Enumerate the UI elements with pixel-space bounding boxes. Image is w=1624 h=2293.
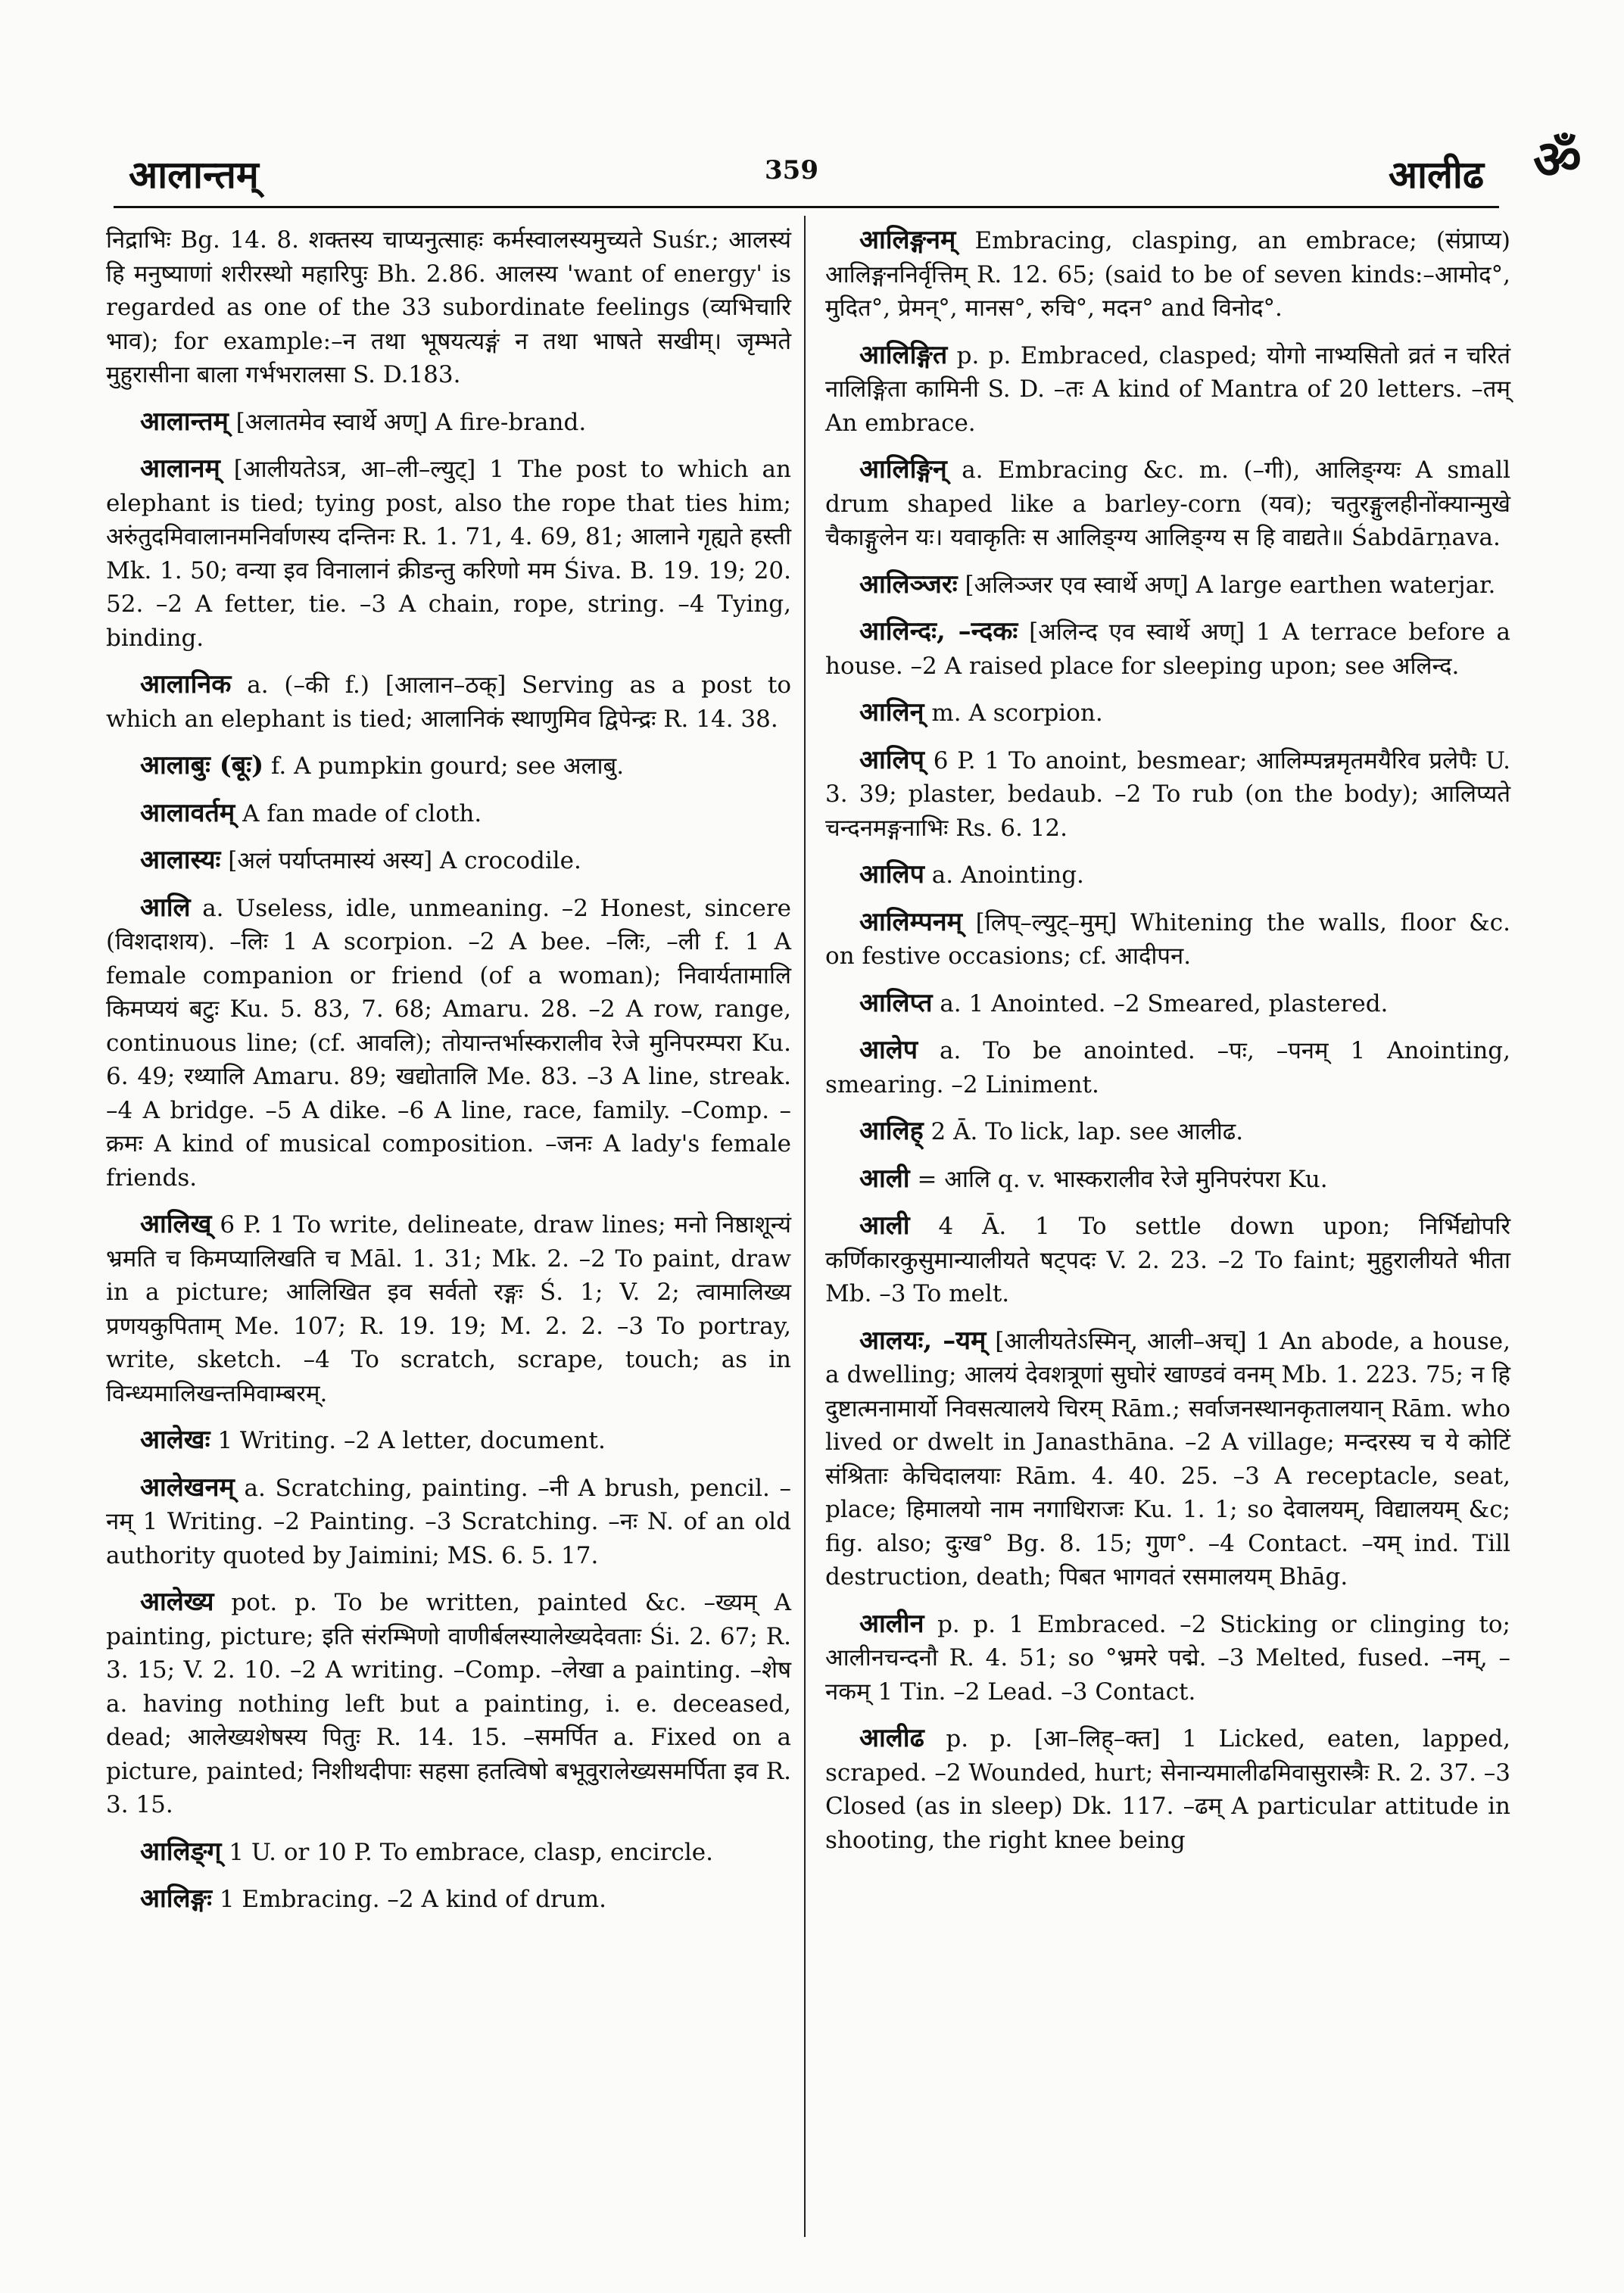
dictionary-entry xyxy=(106,1835,791,1870)
entry-text: a. To be anointed. –पः, –पनम् 1 Anointing, smearing. –2 Liniment. xyxy=(825,1037,1510,1098)
entry-headword: आलिह् xyxy=(859,1116,924,1146)
dictionary-entry xyxy=(825,986,1510,1021)
dictionary-entry xyxy=(825,453,1510,555)
entry-headword: आलेखनम् xyxy=(140,1472,235,1503)
dictionary-entry xyxy=(106,1882,791,1917)
entry-text: a. (–की f.) [आलान–ठक्] Serving as a post to which an elephant is tied; आलानिकं स्थाणुमिव द्विपेन्द्रः R. 14. 38. xyxy=(106,671,791,733)
entry-headword: आलास्यः xyxy=(140,845,221,875)
header-rule xyxy=(114,206,1499,208)
dictionary-entry xyxy=(825,1209,1510,1311)
running-headword-right: आलीढ xyxy=(1388,152,1484,197)
entry-text: [अलातमेव स्वार्थे अण्] A fire-brand. xyxy=(235,408,587,436)
page-number: 359 xyxy=(765,155,818,185)
right-column xyxy=(825,223,1510,1870)
entry-headword: आलेखः xyxy=(140,1425,210,1455)
entry-headword: आलिञ्जरः xyxy=(859,569,958,600)
entry-headword: आलिप् xyxy=(859,744,924,775)
dictionary-entry xyxy=(825,1114,1510,1149)
entry-headword: आली xyxy=(859,1163,910,1194)
entry-text: [अलिञ्जर एव स्वार्थे अण्] A large earthen waterjar. xyxy=(965,571,1496,599)
entry-headword: आलाबुः (बूः) xyxy=(140,750,264,780)
dictionary-entry xyxy=(106,843,791,878)
entry-headword: आलीन xyxy=(859,1608,924,1639)
entry-text: 6 P. 1 To anoint, besmear; आलिम्पन्नमृतमयैरिव प्रलेपैः U. 3. 39; plaster, bedaub. –2 To rub (on the body); आलिप्यते चन्दनमङ्गनाभिः Rs. 6. 12. xyxy=(825,746,1510,842)
entry-text: a. Useless, idle, unmeaning. –2 Honest, sincere (विशदाशय). –लिः 1 A scorpion. –2 A bee. –लिः, –ली f. 1 A female companion or friend (of a woman); निवार्यतामालि किमप्ययं बटुः Ku. 5. 83, 7. 68; Amaru. 28. –2 A row, range, continuous line; (cf. आवलि); तोयान्तर्भास्करालीव रेजे मुनिपरम्परा Ku. 6. 49; रथ्यालि Amaru. 89; खद्योतालि Me. 83. –3 A line, streak. –4 A bridge. –5 A dike. –6 A line, race, family. –Comp. –क्रमः A kind of musical composition. –जनः A lady's female friends. xyxy=(106,894,791,1192)
dictionary-entry xyxy=(825,1721,1510,1857)
entry-text: 1 Embracing. –2 A kind of drum. xyxy=(219,1886,606,1913)
entry-headword: आलिप्त xyxy=(859,987,933,1018)
entry-text: [लिप्–ल्युट्–मुम्] Whitening the walls, floor &c. on festive occasions; cf. आदीपन. xyxy=(825,908,1510,970)
dictionary-entry xyxy=(825,858,1510,893)
entry-headword: आलयः, –यम् xyxy=(859,1325,987,1356)
entry-text: a. Scratching, painting. –नी A brush, pencil. –नम् 1 Writing. –2 Painting. –3 Scratching. –नः N. of an old authority quoted by Jaimini; MS. 6. 5. 17. xyxy=(106,1474,792,1569)
entry-text: 1 Writing. –2 A letter, document. xyxy=(217,1427,606,1454)
entry-text: a. 1 Anointed. –2 Smeared, plastered. xyxy=(940,989,1389,1017)
entry-text: pot. p. To be written, painted &c. –ख्यम् A painting, picture; इति संरम्भिणो वाणीर्बलस्यालेख्यदेवताः Śi. 2. 67; R. 3. 15; V. 2. 10. –2 A writing. –Comp. –लेखा a painting. –शेष a. having nothing left but a painting, i. e. deceased, dead; आलेख्यशेषस्य पितुः R. 14. 15. –समर्पित a. Fixed on a picture, painted; निशीथदीपाः सहसा हतत्विषो बभूवुरालेख्यसमर्पिता इव R. 3. 15. xyxy=(106,1589,791,1818)
dictionary-entry xyxy=(825,1033,1510,1101)
page-header xyxy=(114,132,1499,208)
dictionary-entry xyxy=(825,1324,1510,1594)
dictionary-entry xyxy=(106,452,791,655)
entry-headword: आलानिक xyxy=(140,669,232,699)
entry-text: m. A scorpion. xyxy=(931,699,1103,727)
dictionary-entry xyxy=(106,668,791,736)
dictionary-entry xyxy=(825,338,1510,441)
entry-text: 1 U. or 10 P. To embrace, clasp, encircle. xyxy=(229,1838,713,1866)
entry-text: p. p. Embraced, clasped; योगो नाभ्यसितो व्रतं न चरितं नालिङ्गिता कामिनी S. D. –तः A kind of Mantra of 20 letters. –तम् An embrace. xyxy=(825,341,1510,437)
dictionary-entry xyxy=(825,1162,1510,1197)
dictionary-entry xyxy=(106,796,791,831)
dictionary-entry xyxy=(825,1607,1510,1709)
running-headword-left: आलान्तम् xyxy=(129,152,259,197)
entry-text: a. Anointing. xyxy=(931,861,1084,889)
dictionary-entry xyxy=(106,1585,791,1822)
entry-headword: आलावर्तम् xyxy=(140,797,235,828)
entry-text: Embracing, clasping, an embrace; (संप्राप्य) आलिङ्गननिर्वृत्तिम् R. 12. 65; (said to be of seven kinds:–आमोद°, मुदित°, प्रेमन्°, मानस°, रुचि°, मदन° and विनोद°. xyxy=(825,227,1510,322)
entry-headword: आलिङ्गनम् xyxy=(859,225,956,255)
entry-text: f. A pumpkin gourd; see अलाबु. xyxy=(271,752,625,780)
dictionary-entry: निद्राभिः Bg. 14. 8. शक्तस्य चाप्यनुत्साहः कर्मस्वालस्यमुच्यते Suśr.; आलस्यं हि मनुष्याणां शरीरस्थो महारिपुः Bh. 2.86. आलस्य 'want of energy' is regarded as one of the 33 subordinate feelings (व्यभिचारि भाव); for example:–न तथा भूषयत्यङ्गं न तथा भाषते सखीम्। जृम्भते मुहुरासीना बाला गर्भभरालसा S. D.183. xyxy=(106,226,791,388)
dictionary-entry xyxy=(106,1207,791,1410)
entry-text: a. Embracing &c. m. (–गी), आलिङ्ग्यः A small drum shaped like a barley-corn (यव); चतुरङ्गुलहीनोंक्यान्मुखे चैकाङ्गुलेन यः। यवाकृतिः स आलिङ्ग्य आलिङ्ग्य स हि वाद्यते॥ Śabdārṇava. xyxy=(825,456,1510,551)
entry-headword: आलिङ्गित xyxy=(859,339,948,370)
entry-text: [आलीयतेऽस्मिन्, आली–अच्] 1 An abode, a house, a dwelling; आलयं देवशत्रूणां सुघोरं खाण्डवं वनम् Mb. 1. 223. 75; न हि दुष्टात्मनामार्यो निवसत्यालये चिरम् Rām.; सर्वाजनस्थानकृतालयान् Rām. who lived or dwelt in Janasthāna. –2 A village; मन्दरस्य च ये कोटिं संश्रिताः केचिदालयाः Rām. 4. 40. 25. –3 A receptacle, seat, place; हिमालयो नाम नगाधिराजः Ku. 1. 1; so देवालयम्, विद्यालयम् &c; fig. also; दुःख° Bg. 8. 15; गुण°. –4 Contact. –यम् ind. Till destruction, death; पिबत भागवतं रसमालयम् Bhāg. xyxy=(825,1327,1510,1590)
entry-text: = आलि q. v. भास्करालीव रेजे मुनिपरंपरा Ku. xyxy=(917,1165,1328,1193)
entry-headword: आलिन्दः, –न्दकः xyxy=(859,616,1018,646)
entry-text: p. p. 1 Embraced. –2 Sticking or clinging to; आलीनचन्दनौ R. 4. 51; so °भ्रमरे पद्मे. –3 Melted, fused. –नम्, –नकम् 1 Tin. –2 Lead. –3 Contact. xyxy=(825,1610,1510,1706)
column-divider xyxy=(804,216,806,2237)
entry-text: A fan made of cloth. xyxy=(242,799,482,827)
entry-headword: आलान्तम् xyxy=(140,406,229,437)
entry-text: [अलिन्द एव स्वार्थे अण्] 1 A terrace before a house. –2 A raised place for sleeping upon; see अलिन्द. xyxy=(825,618,1511,680)
entry-headword: आलानम् xyxy=(140,453,220,484)
dictionary-entry xyxy=(825,223,1510,326)
entry-headword: आलिङ्ग् xyxy=(140,1836,222,1867)
entry-text: [आलीयतेऽत्र, आ–ली–ल्युट्] 1 The post to which an elephant is tied; tying post, also the rope that ties him; अरुंतुदमिवालानमनिर्वाणस्य दन्तिनः R. 1. 71, 4. 69, 81; आलाने गृह्यते हस्ती Mk. 1. 50; वन्या इव विनालानं क्रीडन्तु करिणो मम Śiva. B. 19. 19; 20. 52. –2 A fetter, tie. –3 A chain, rope, string. –4 Tying, binding. xyxy=(106,456,791,652)
entry-text: [अलं पर्याप्तमास्यं अस्य] A crocodile. xyxy=(228,847,581,874)
dictionary-entry xyxy=(106,1471,791,1573)
entry-headword: आलिङ्गिन् xyxy=(859,454,947,484)
entry-headword: आलिङ्गः xyxy=(140,1883,212,1914)
entry-headword: आलेख्य xyxy=(140,1587,214,1617)
dictionary-entry xyxy=(106,405,791,440)
dictionary-entry xyxy=(825,905,1510,974)
dictionary-entry xyxy=(825,696,1510,731)
dictionary-entry xyxy=(825,568,1510,603)
om-symbol-icon: ॐ xyxy=(1533,128,1582,191)
entry-headword: आलिप xyxy=(859,859,924,889)
entry-text: 6 P. 1 To write, delineate, draw lines; मनो निष्ठाशून्यं भ्रमति च किमप्यालिखति च Māl. 1. 31; Mk. 2. –2 To paint, draw in a picture; आलिखित इव सर्वतो रङ्गः Ś. 1; V. 2; त्वामालिख्य प्रणयकुपिताम् Me. 107; R. 19. 19; M. 2. 2. –3 To portray, write, sketch. –4 To scratch, scrape, touch; as in विन्ध्यमालिखन्तमिवाम्बरम्. xyxy=(106,1211,792,1407)
entry-headword: आलीढ xyxy=(859,1723,924,1753)
entry-headword: आलिम्पनम् xyxy=(859,906,962,937)
entry-headword: आलिन् xyxy=(859,697,924,727)
left-column xyxy=(106,223,791,1930)
entry-text: 4 Ā. 1 To settle down upon; निर्भिद्योपरि कर्णिकारकुसुमान्यालीयते षट्पदः V. 2. 23. –2 To faint; मुहुरालीयते भीता Mb. –3 To melt. xyxy=(825,1213,1511,1307)
dictionary-entry xyxy=(106,1423,791,1458)
entry-headword: आलेप xyxy=(859,1035,918,1065)
dictionary-entry xyxy=(825,743,1510,846)
entry-headword: आली xyxy=(859,1210,910,1241)
entry-text: 2 Ā. To lick, lap. see आलीढ. xyxy=(930,1118,1244,1145)
entry-headword: आलिख् xyxy=(140,1209,212,1239)
entry-headword: आलि xyxy=(140,892,191,923)
dictionary-entry xyxy=(825,615,1510,683)
dictionary-entry xyxy=(106,891,791,1195)
entry-text: p. p. [आ–लिह्–क्त] 1 Licked, eaten, lapped, scraped. –2 Wounded, hurt; सेनान्यमालीढमिवासुरास्त्रैः R. 2. 37. –3 Closed (as in sleep) Dk. 117. –ढम् A particular attitude in shooting, the right knee being xyxy=(825,1725,1511,1854)
dictionary-entry xyxy=(106,749,791,784)
